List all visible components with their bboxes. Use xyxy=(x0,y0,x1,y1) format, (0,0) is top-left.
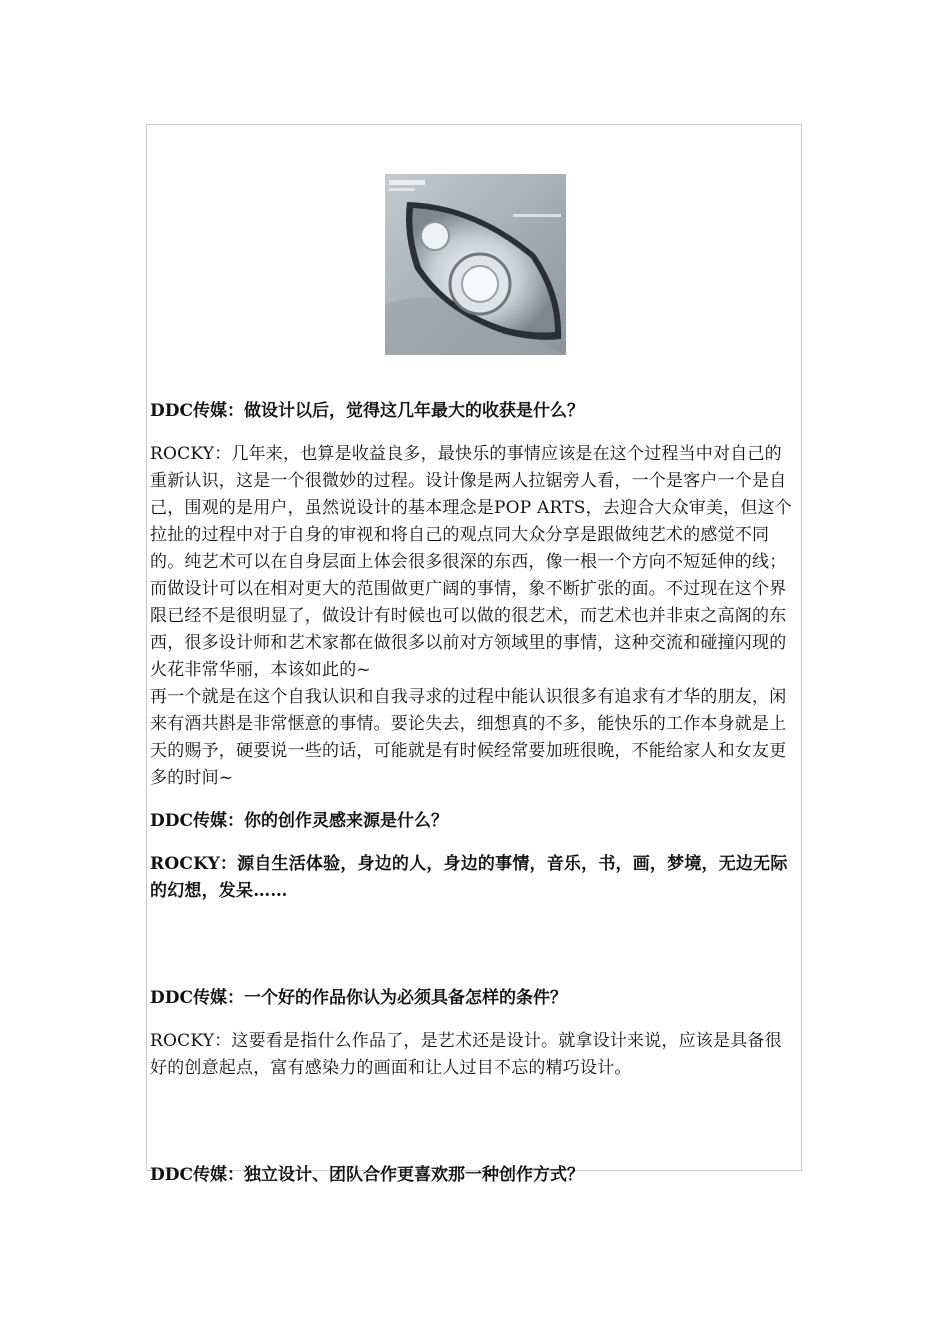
answer-3: ROCKY：这要看是指什么作品了，是艺术还是设计。就拿设计来说，应该是具备很好的创意起点，富有感染力的画面和让人过目不忘的精巧设计。 xyxy=(150,1031,782,1078)
car-headlight-image xyxy=(385,174,566,355)
article-frame xyxy=(146,124,802,1185)
question-3: DDC传媒：一个好的作品你认为必须具备怎样的条件？ xyxy=(150,988,568,1008)
question-2: DDC传媒：你的创作灵感来源是什么？ xyxy=(150,811,449,831)
answer-2: ROCKY：源自生活体验，身边的人，身边的事情，音乐，书，画，梦境，无边无际的幻想，发呆…… xyxy=(150,854,788,901)
answer-1-part-1: ROCKY：几年来，也算是收益良多，最快乐的事情应该是在这个过程当中对自己的重新认识，这是一个很微妙的过程。设计像是两人拉锯旁人看，一个是客户一个是自己，围观的是用户，虽然说设计的基本理念是POP ARTS，去迎合大众审美，但这个拉扯的过程中对于自身的审视和将自己的观点同大众分享是跟做纯艺术的感觉不同的。纯艺术可以在自身层面上体会很多很深的东西，像一根一个方向不短延伸的线；而做设计可以在相对更大的范围做更广阔的事情，象不断扩张的面。不过现在这个界限已经不是很明显了，做设计有时候也可以做的很艺术，而艺术也并非束之高阁的东西，很多设计师和艺术家都在做很多以前对方领域里的事情，这种交流和碰撞闪现的火花非常华丽，本该如此的~ xyxy=(150,444,792,680)
spacer xyxy=(150,1098,796,1162)
car-headlight-drawing xyxy=(385,174,566,355)
question-1: DDC传媒：做设计以后，觉得这几年最大的收获是什么？ xyxy=(150,401,585,421)
spacer xyxy=(150,921,796,985)
interview-content xyxy=(150,398,796,1205)
question-4: DDC传媒：独立设计、团队合作更喜欢那一种创作方式？ xyxy=(150,1165,585,1185)
answer-1-part-2: 再一个就是在这个自我认识和自我寻求的过程中能认识很多有追求有才华的朋友，闲来有酒共斟是非常惬意的事情。要论失去，细想真的不多，能快乐的工作本身就是上天的赐予，硬要说一些的话，可能就是有时候经常要加班很晚，不能给家人和女友更多的时间~ xyxy=(150,687,787,788)
